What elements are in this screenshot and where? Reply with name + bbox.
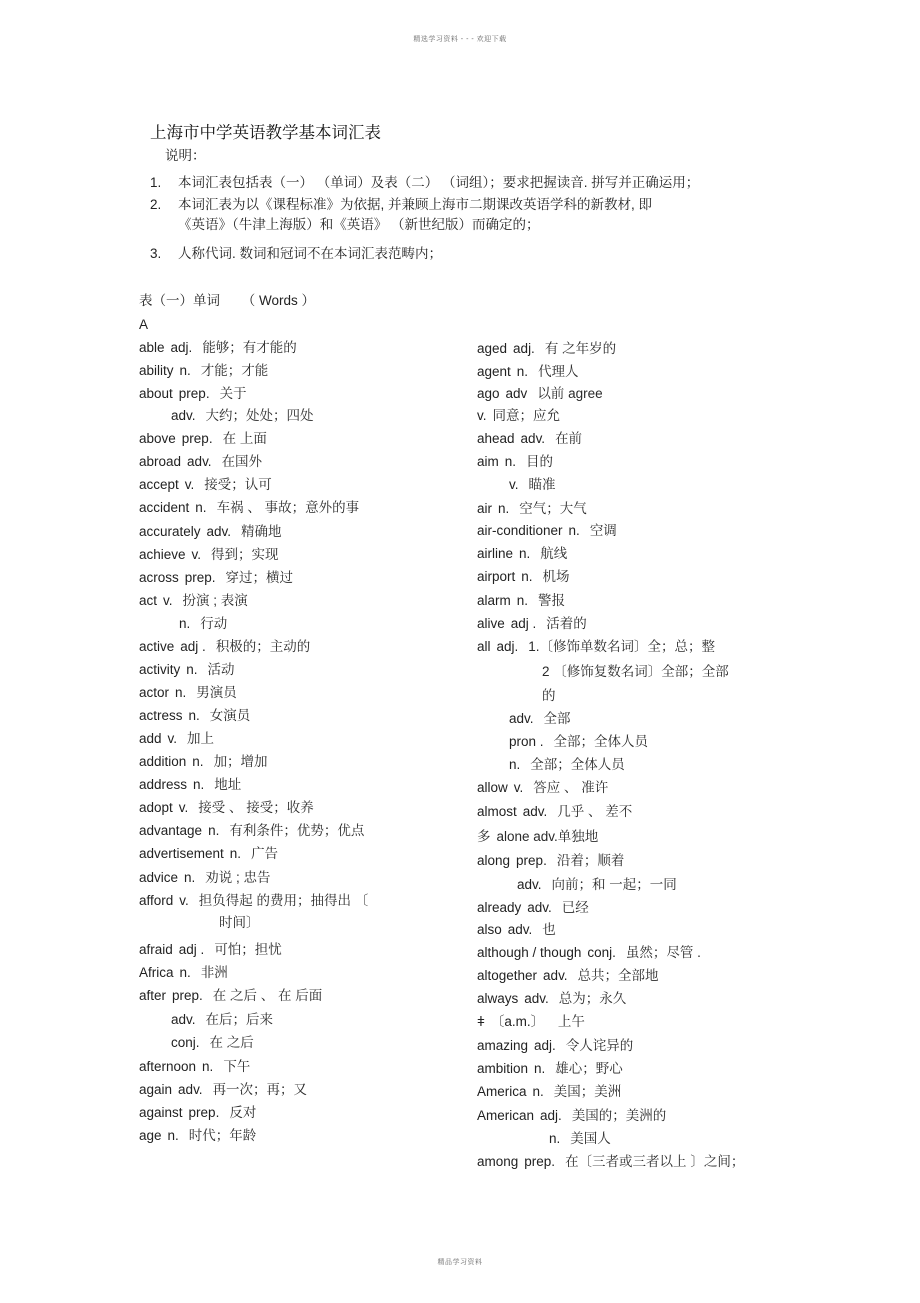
vocab-word: advertisement [139, 846, 224, 861]
vocab-word: achieve [139, 547, 186, 562]
vocab-word: all [477, 639, 491, 654]
part-of-speech: n. [179, 616, 191, 631]
vocab-entry [477, 1084, 621, 1100]
part-of-speech: n. [549, 1131, 561, 1146]
part-of-speech: adv. [517, 877, 542, 892]
vocab-word: accident [139, 500, 190, 515]
vocab-word: advice [139, 870, 179, 885]
definition: 瞄准 [528, 477, 556, 492]
definition: 美国；美洲 [553, 1084, 622, 1099]
vocab-word: already [477, 900, 522, 915]
vocab-word: again [139, 1082, 173, 1097]
vocab-word: air-conditioner [477, 523, 563, 538]
vocab-entry [139, 1059, 250, 1075]
definition: 行动 [200, 616, 228, 631]
definition: 空气；大气 [519, 501, 587, 516]
vocab-entry [139, 731, 214, 747]
part-of-speech: v. [513, 780, 524, 795]
page-header: 精选学习资料 - - - 欢迎下载 [413, 36, 507, 43]
definition: 广告 [251, 846, 279, 861]
vocab-word: abroad [139, 454, 182, 469]
note-item-continued [150, 213, 540, 233]
part-of-speech: adv. [187, 454, 212, 469]
part-of-speech: n. [193, 777, 205, 792]
vocab-entry [477, 829, 598, 845]
part-of-speech: n. [195, 500, 207, 515]
part-of-speech: prep. [516, 853, 547, 868]
definition: 在 之后 、 在 后面 [212, 988, 323, 1003]
part-of-speech: n. [532, 1084, 544, 1099]
vocab-entry [139, 363, 268, 379]
definition: 大约；处处；四处 [205, 408, 314, 423]
part-of-speech: 〔a.m.〕 [490, 1014, 545, 1029]
part-of-speech: adv. [507, 922, 533, 937]
part-of-speech: prep. [524, 1154, 556, 1169]
vocab-entry [139, 1105, 256, 1121]
definition: 扮演 ; 表演 [182, 593, 248, 608]
definition: 才能；才能 [200, 363, 269, 378]
part-of-speech: v. [167, 731, 178, 746]
part-of-speech: n. [179, 965, 191, 980]
definition: 几乎 、 差不 [557, 804, 633, 819]
definition: 地址 [214, 777, 242, 792]
vocab-entry [219, 915, 260, 931]
vocab-word: airport [477, 569, 516, 584]
vocab-entry [139, 570, 293, 586]
letter-heading: A [139, 317, 149, 332]
part-of-speech: n. [519, 546, 531, 561]
vocab-entry [477, 922, 556, 938]
vocab-entry [139, 846, 278, 862]
vocab-entry [477, 1014, 585, 1030]
vocab-entry [477, 639, 715, 655]
part-of-speech: n. [516, 593, 529, 608]
note-number: 1. [150, 175, 162, 190]
part-of-speech: n. [534, 1061, 546, 1076]
vocab-word: activity [139, 662, 181, 677]
vocab-entry [477, 900, 589, 916]
vocab-word: advantage [139, 823, 203, 838]
definition: 总为；永久 [558, 991, 627, 1006]
vocab-entry [509, 477, 556, 493]
vocab-entry [477, 780, 608, 796]
part-of-speech: v. [163, 593, 173, 608]
vocab-entry [477, 945, 701, 961]
vocab-entry [139, 893, 368, 909]
vocab-word: address [139, 777, 188, 792]
definition: 加；增加 [213, 754, 268, 769]
definition: 加上 [187, 731, 215, 746]
part-of-speech: pron . [509, 734, 544, 749]
definition: 在前 [555, 431, 583, 446]
definition: 的 [542, 688, 556, 703]
vocab-entry [542, 664, 729, 680]
vocab-entry [477, 523, 617, 539]
vocab-entry [477, 386, 603, 402]
vocab-entry [509, 734, 648, 750]
vocab-word: about [139, 386, 173, 401]
part-of-speech: n. [192, 754, 204, 769]
part-of-speech: adj. [170, 340, 193, 355]
part-of-speech: v. [191, 547, 202, 562]
vocab-entry [179, 616, 227, 632]
vocab-word: Africa [139, 965, 174, 980]
definition: 活着的 [546, 616, 587, 631]
note-text: 人称代词. 数词和冠词不在本词汇表范畴内； [178, 246, 443, 261]
vocab-word: amazing [477, 1038, 529, 1053]
definition: 反对 [229, 1105, 257, 1120]
vocab-word: accept [139, 477, 179, 492]
definition: 担负得起 的费用；抽得出 〔 [198, 893, 369, 908]
vocab-entry [139, 662, 235, 678]
vocab-word: airline [477, 546, 514, 561]
part-of-speech: n. [568, 523, 580, 538]
vocab-entry [477, 454, 553, 470]
part-of-speech: adv. [520, 431, 546, 446]
definition: 男演员 [196, 685, 237, 700]
vocab-entry [477, 804, 632, 820]
definition: 劝说 ; 忠告 [205, 870, 271, 885]
definition: 时间〕 [219, 915, 260, 930]
definition: alone adv.单独地 [496, 829, 599, 844]
part-of-speech: n. [229, 846, 242, 861]
part-of-speech: adj. [513, 341, 535, 356]
part-of-speech: prep. [188, 1105, 220, 1120]
vocab-entry [139, 524, 282, 540]
vocab-entry [139, 500, 359, 516]
part-of-speech: adv. [178, 1082, 203, 1097]
part-of-speech: n. [516, 364, 529, 379]
definition: 2 〔修饰复数名词〕全部；全部 [542, 664, 729, 679]
vocab-word: alarm [477, 593, 511, 608]
vocab-word: air [477, 501, 493, 516]
part-of-speech: adj. [534, 1038, 556, 1053]
vocab-word: across [139, 570, 179, 585]
vocab-word: adopt [139, 800, 173, 815]
definition: 雄心；野心 [555, 1061, 623, 1076]
vocab-word: addition [139, 754, 187, 769]
vocab-entry [139, 386, 247, 402]
vocab-entry [139, 870, 271, 886]
definition: 也 [542, 922, 556, 937]
vocab-word: v. [477, 408, 487, 423]
note-item [150, 242, 442, 262]
definition: 在国外 [221, 454, 263, 469]
vocab-word: among [477, 1154, 519, 1169]
definition: 代理人 [538, 364, 579, 379]
part-of-speech: n. [175, 685, 187, 700]
vocab-entry [477, 616, 587, 632]
vocab-word: alive [477, 616, 505, 631]
definition: 接受；认可 [204, 477, 272, 492]
part-of-speech: n. [167, 1128, 179, 1143]
vocab-word: actress [139, 708, 183, 723]
vocab-entry [139, 431, 267, 447]
vocab-entry [139, 1082, 307, 1098]
vocab-word: altogether [477, 968, 538, 983]
vocab-entry [139, 800, 314, 816]
vocab-word: act [139, 593, 158, 608]
vocab-word: age [139, 1128, 162, 1143]
definition: 美国的；美洲的 [571, 1108, 667, 1123]
definition: 得到；实现 [211, 547, 279, 562]
vocab-entry [477, 431, 582, 447]
definition: 全部 [543, 711, 571, 726]
vocab-word: along [477, 853, 511, 868]
part-of-speech: n. [186, 662, 198, 677]
part-of-speech: n. [509, 757, 521, 772]
definition: 在〔三者或三者以上 〕之间； [565, 1154, 745, 1169]
part-of-speech: prep. [178, 386, 210, 401]
definition: 再一次；再；又 [212, 1082, 308, 1097]
vocab-word: add [139, 731, 162, 746]
definition: 空调 [589, 523, 617, 538]
vocab-entry [139, 708, 250, 724]
definition: 目的 [526, 454, 554, 469]
part-of-speech: n. [504, 454, 517, 469]
vocab-entry [139, 965, 228, 981]
vocab-entry [171, 1012, 273, 1028]
vocab-entry [139, 685, 237, 701]
vocab-word: afraid [139, 942, 173, 957]
definition: 关于 [219, 386, 247, 401]
vocab-entry [477, 501, 587, 517]
vocab-entry [477, 1154, 744, 1170]
definition: 全部；全体人员 [530, 757, 625, 772]
definition: 美国人 [570, 1131, 611, 1146]
part-of-speech: adj . [180, 639, 206, 654]
part-of-speech: v. [178, 800, 189, 815]
vocab-word: afford [139, 893, 174, 908]
vocab-word: ambition [477, 1061, 529, 1076]
vocab-entry [542, 688, 556, 704]
definition: 积极的；主动的 [215, 639, 311, 654]
vocab-entry [477, 546, 567, 562]
vocab-entry [139, 1128, 256, 1144]
definition: 虽然；尽管 . [625, 945, 701, 960]
part-of-speech: adj . [510, 616, 537, 631]
definition: 同意；应允 [492, 408, 560, 423]
vocab-word: allow [477, 780, 508, 795]
part-of-speech: adv. [509, 711, 534, 726]
vocab-entry [171, 408, 314, 424]
definition: 答应 、 准许 [533, 780, 609, 795]
part-of-speech: adv. [171, 408, 196, 423]
part-of-speech: adv. [171, 1012, 196, 1027]
vocab-entry [477, 569, 570, 585]
vocab-word: ahead [477, 431, 515, 446]
vocab-entry [139, 547, 279, 563]
vocab-word: able [139, 340, 165, 355]
vocab-word: almost [477, 804, 517, 819]
definition: 以前 agree [537, 386, 603, 401]
part-of-speech: adv. [522, 804, 548, 819]
vocab-entry [477, 853, 624, 869]
vocab-entry [517, 877, 677, 893]
definition: 已经 [561, 900, 589, 915]
part-of-speech: conj. [171, 1035, 200, 1050]
definition: 机场 [542, 569, 570, 584]
definition: 警报 [538, 593, 566, 608]
definition: 精确地 [241, 524, 282, 539]
note-text: 本词汇表包括表（一） （单词）及表（二） （词组）；要求把握读音. 拼写并正确运用； [178, 175, 700, 190]
vocab-word: ǂ [477, 1014, 485, 1029]
part-of-speech: adv [505, 386, 528, 401]
part-of-speech: n. [188, 708, 200, 723]
part-of-speech: n. [498, 501, 510, 516]
vocab-entry [477, 991, 626, 1007]
vocab-word: above [139, 431, 176, 446]
vocab-entry [477, 364, 579, 380]
vocab-entry [477, 968, 659, 984]
note-number: 3. [150, 246, 162, 261]
vocab-entry [477, 1061, 623, 1077]
vocab-word: always [477, 991, 519, 1006]
vocab-word: American [477, 1108, 535, 1123]
vocab-word: afternoon [139, 1059, 197, 1074]
part-of-speech: n. [521, 569, 533, 584]
note-text: 本词汇表为以《课程标准》为依据, 并兼顾上海市二期课改英语学科的新教材, 即 [178, 197, 653, 212]
definition: 1.〔修饰单数名词〕全；总；整 [528, 639, 716, 654]
vocab-entry [139, 754, 268, 770]
note-text: 《英语》（牛津上海版）和《英语》 （新世纪版）而确定的； [178, 217, 540, 232]
part-of-speech: prep. [184, 570, 216, 585]
document-title: 上海市中学英语教学基本词汇表 [150, 123, 381, 142]
vocab-entry [477, 593, 565, 609]
vocab-word: America [477, 1084, 527, 1099]
vocab-word: after [139, 988, 167, 1003]
definition: 上午 [554, 1014, 585, 1029]
part-of-speech: n. [184, 870, 196, 885]
vocab-entry [477, 1038, 633, 1054]
vocab-entry [477, 408, 560, 424]
section-heading [139, 289, 315, 309]
part-of-speech: adv. [527, 900, 552, 915]
part-of-speech: prep. [181, 431, 213, 446]
part-of-speech: n. [179, 363, 191, 378]
vocab-word: actor [139, 685, 170, 700]
definition: 女演员 [209, 708, 251, 723]
definition: 在 之后 [209, 1035, 254, 1050]
vocab-entry [477, 341, 616, 357]
vocab-entry [139, 454, 262, 470]
definition: 时代；年龄 [188, 1128, 257, 1143]
part-of-speech: conj. [587, 945, 616, 960]
part-of-speech: adv. [206, 524, 232, 539]
part-of-speech: adv. [524, 991, 549, 1006]
definition: 在 上面 [222, 431, 267, 446]
part-of-speech: n. [202, 1059, 214, 1074]
vocab-word: against [139, 1105, 183, 1120]
definition: 活动 [207, 662, 235, 677]
part-of-speech: adj. [496, 639, 519, 654]
definition: 有 之年岁的 [544, 341, 617, 356]
vocab-entry [171, 1035, 254, 1051]
vocab-word: aged [477, 341, 508, 356]
part-of-speech: adj . [178, 942, 205, 957]
definition: 有利条件；优势；优点 [229, 823, 365, 838]
vocab-word: also [477, 922, 502, 937]
vocab-word: aim [477, 454, 499, 469]
part-of-speech: v. [184, 477, 195, 492]
definition: 能够；有才能的 [202, 340, 297, 355]
definition: 航线 [540, 546, 568, 561]
definition: 向前；和 一起；一同 [551, 877, 677, 892]
definition: 接受 、 接受；收养 [198, 800, 314, 815]
vocab-entry [509, 757, 625, 773]
definition: 下午 [223, 1059, 251, 1074]
part-of-speech: adj. [540, 1108, 562, 1123]
vocab-entry [139, 823, 364, 839]
vocab-entry [139, 639, 310, 655]
vocab-word: accurately [139, 524, 201, 539]
part-of-speech: v. [179, 893, 189, 908]
part-of-speech: adv. [543, 968, 568, 983]
definition: 在后；后来 [205, 1012, 274, 1027]
vocab-entry [549, 1131, 611, 1147]
vocab-word: 多 [477, 829, 491, 844]
vocab-entry [139, 942, 282, 958]
notes-label: 说明： [165, 148, 206, 163]
vocab-entry [509, 711, 571, 727]
vocab-entry [477, 1108, 666, 1124]
part-of-speech: v. [509, 477, 519, 492]
vocab-entry [139, 593, 248, 609]
definition: 可怕；担忧 [214, 942, 282, 957]
definition: 沿着；顺着 [556, 853, 625, 868]
vocab-word: although / though [477, 945, 582, 960]
part-of-speech: prep. [172, 988, 203, 1003]
definition: 总共；全部地 [577, 968, 659, 983]
vocab-entry [139, 477, 272, 493]
vocab-entry [139, 777, 241, 793]
section-title: 表（一）单词 [139, 293, 220, 308]
page-footer: 精品学习资料 [437, 1259, 483, 1266]
part-of-speech: n. [208, 823, 220, 838]
section-subtitle: （ Words ） [241, 293, 316, 308]
vocab-word: ago [477, 386, 500, 401]
vocab-word: active [139, 639, 175, 654]
definition: 令人诧异的 [565, 1038, 634, 1053]
note-item [150, 171, 699, 191]
definition: 车祸 、 事故；意外的事 [216, 500, 360, 515]
vocab-word: ability [139, 363, 174, 378]
definition: 穿过；横过 [225, 570, 294, 585]
note-number: 2. [150, 197, 162, 212]
definition: 非洲 [200, 965, 228, 980]
definition: 全部；全体人员 [553, 734, 649, 749]
note-item [150, 193, 652, 213]
vocab-entry [139, 988, 322, 1004]
vocab-entry [139, 340, 297, 356]
vocab-word: agent [477, 364, 511, 379]
